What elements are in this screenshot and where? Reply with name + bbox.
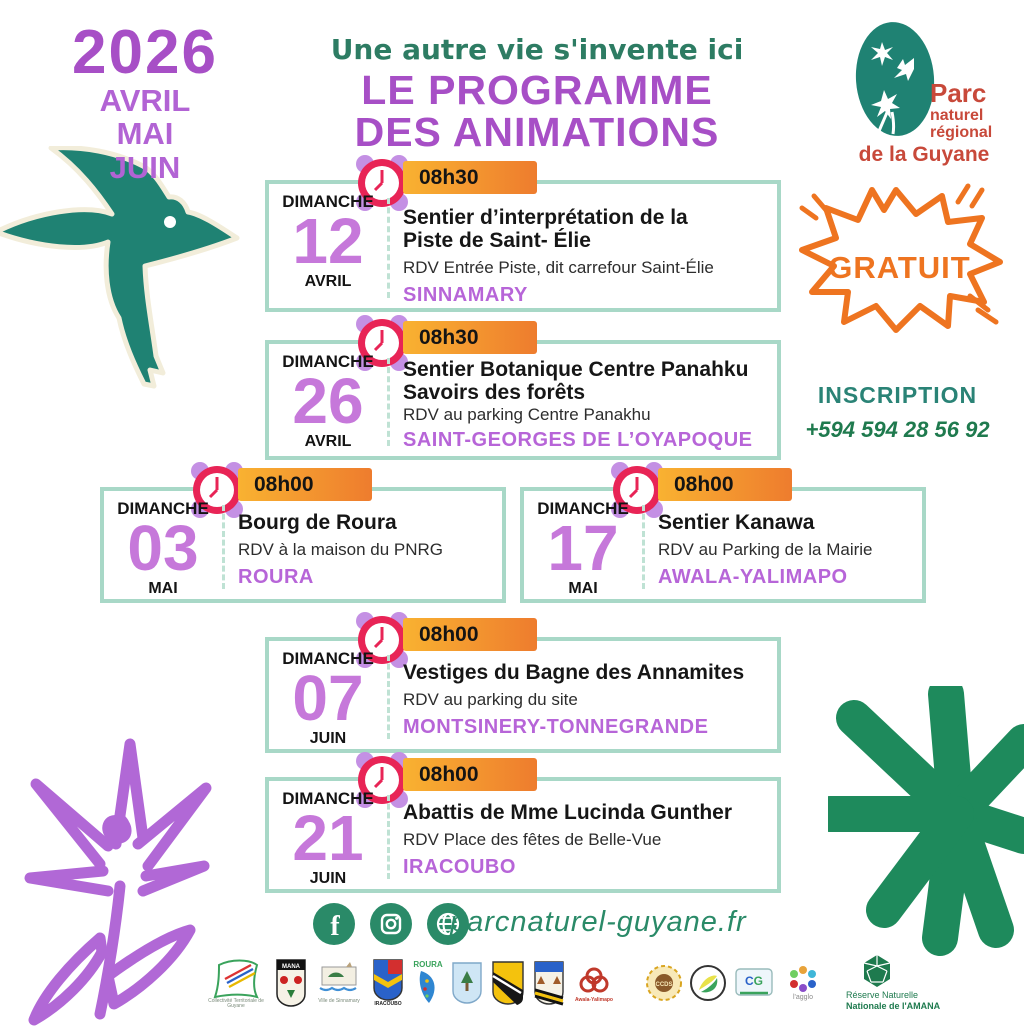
event-day-label: DIMANCHE — [282, 649, 374, 668]
event-time-badge: 08h00 — [403, 758, 537, 791]
event-day-number: 17 — [547, 512, 619, 584]
event-date — [275, 192, 381, 291]
event-date — [275, 649, 381, 748]
event-content — [403, 358, 769, 452]
event-title-line2: Savoirs des forêts — [403, 381, 586, 405]
svg-text:MANA: MANA — [282, 964, 300, 970]
event-month: MAI — [568, 579, 598, 597]
event-month: JUIN — [309, 729, 347, 747]
partner-logo-ctg: Collectivité Territoriale de Guyane — [205, 957, 267, 1010]
event-city: AWALA-YALIMAPO — [658, 566, 848, 589]
event-time-badge: 08h30 — [403, 161, 537, 194]
event-day-number: 26 — [292, 365, 364, 437]
event-card — [265, 623, 781, 753]
event-city: IRACOUBO — [403, 856, 516, 879]
period-block — [55, 18, 235, 185]
event-date — [110, 499, 216, 598]
event-city: SAINT-GEORGES DE L’OYAPOQUE — [403, 429, 753, 452]
event-month: AVRIL — [304, 272, 352, 290]
event-day-label: DIMANCHE — [117, 499, 209, 518]
event-content — [238, 511, 494, 589]
event-content — [403, 801, 769, 879]
website-url[interactable]: parcnaturel-guyane.fr — [450, 906, 747, 938]
partner-logo-iracoubo: IRACOUBO — [369, 958, 407, 1008]
inscription-block — [790, 382, 1005, 443]
event-rdv: RDV Place des fêtes de Belle-Vue — [403, 830, 662, 850]
event-city: ROURA — [238, 566, 314, 589]
event-title-line1: Sentier Kanawa — [658, 511, 815, 534]
card-divider — [642, 505, 645, 589]
svg-text:ROURA: ROURA — [413, 960, 443, 969]
partner-logo-sinnamary: Ville de Sinnamary — [313, 961, 365, 1005]
period-month-juin: JUIN — [109, 149, 181, 185]
facebook-icon[interactable] — [313, 903, 355, 945]
event-title-line1: Bourg de Roura — [238, 511, 397, 534]
event-card — [100, 473, 506, 603]
event-day-number: 03 — [127, 512, 199, 584]
event-city: MONTSINERY-TONNEGRANDE — [403, 716, 709, 739]
park-logo — [840, 14, 1010, 164]
event-content — [403, 661, 769, 739]
event-date — [275, 789, 381, 888]
event-card — [520, 473, 926, 603]
event-time-badge: 08h00 — [238, 468, 372, 501]
svg-text:CCDS: CCDS — [655, 982, 673, 988]
card-divider — [387, 198, 390, 298]
partner-logo-mana — [273, 958, 309, 1008]
event-rdv: RDV au Parking de la Mairie — [658, 540, 873, 560]
event-day-label: DIMANCHE — [537, 499, 629, 518]
svg-text:CG: CG — [744, 974, 764, 988]
event-rdv: RDV Entrée Piste, dit carrefour Saint-Élie — [403, 258, 714, 278]
inscription-phone: +594 594 28 56 92 — [805, 417, 990, 442]
inscription-label: INSCRIPTION — [817, 382, 978, 408]
event-day-number: 07 — [292, 662, 364, 734]
free-badge-burst — [792, 178, 1007, 348]
svg-text:f: f — [330, 911, 340, 942]
instagram-icon[interactable] — [370, 903, 412, 945]
partner-logo-cceg — [732, 965, 776, 1001]
event-day-number: 21 — [292, 802, 364, 874]
card-divider — [387, 655, 390, 739]
partner-logo-agglo: l'agglo — [780, 964, 826, 1002]
event-time-badge: 08h30 — [403, 321, 537, 354]
card-divider — [222, 505, 225, 589]
park-logo-name-2: naturel — [930, 107, 984, 124]
period-month-avril: AVRIL — [99, 83, 191, 118]
event-card — [265, 166, 781, 312]
park-logo-oval-icon — [854, 20, 936, 138]
event-content — [658, 511, 914, 589]
page-title-line2: DES ANIMATIONS — [354, 108, 720, 155]
park-logo-name-4: de la Guyane — [858, 143, 990, 166]
partner-logo-saint-georges — [489, 960, 527, 1006]
free-badge-label: GRATUIT — [828, 250, 971, 285]
event-day-label: DIMANCHE — [282, 192, 374, 211]
park-logo-name-3: régional — [930, 124, 993, 141]
tagline: Une autre vie s'invente ici — [330, 33, 744, 66]
event-day-label: DIMANCHE — [282, 789, 374, 808]
event-title-line2: Piste de Saint- Élie — [403, 229, 591, 253]
hummingbird-eye — [164, 216, 176, 228]
period-month-mai: MAI — [116, 116, 174, 152]
event-title-line1: Vestiges du Bagne des Annamites — [403, 661, 745, 684]
page-title — [292, 67, 782, 155]
partner-logos — [205, 950, 1020, 1016]
event-card — [265, 763, 781, 893]
event-day-number: 12 — [292, 205, 364, 277]
park-logo-name-1: Parc — [930, 78, 987, 108]
event-rdv: RDV au parking Centre Panakhu — [403, 405, 651, 425]
event-rdv: RDV au parking du site — [403, 690, 578, 710]
event-rdv: RDV à la maison du PNRG — [238, 540, 444, 560]
event-month: JUIN — [309, 869, 347, 887]
partner-logo-amana: Réserve Naturelle Nationale de l'AMANA — [846, 954, 996, 1012]
event-date — [275, 352, 381, 451]
event-content — [403, 206, 769, 307]
event-title-line1: Sentier Botanique Centre Panahku — [403, 358, 749, 381]
partner-logo-ccds — [644, 964, 684, 1002]
partner-logo-awala: Awala-Yalimapo — [570, 962, 618, 1004]
event-day-label: DIMANCHE — [282, 352, 374, 371]
event-date — [530, 499, 636, 598]
event-title-line1: Sentier d’interprétation de la — [403, 206, 688, 229]
event-month: AVRIL — [304, 432, 352, 450]
event-card — [265, 326, 781, 460]
page-title-line1: LE PROGRAMME — [361, 67, 713, 113]
partner-logo-roura — [411, 959, 445, 1007]
event-time-badge: 08h00 — [658, 468, 792, 501]
event-title-line1: Abattis de Mme Lucinda Gunther — [403, 801, 733, 824]
event-city: SINNAMARY — [403, 284, 528, 307]
year: 2026 — [72, 18, 218, 87]
social-icons — [313, 903, 469, 947]
partner-logo-montsinery — [449, 961, 485, 1005]
card-divider — [387, 795, 390, 879]
event-month: MAI — [148, 579, 178, 597]
event-time-badge: 08h00 — [403, 618, 537, 651]
green-splat-illustration — [828, 686, 1024, 958]
partner-logo-ccog — [688, 964, 728, 1002]
card-divider — [387, 358, 390, 446]
partner-logo-awala-blason — [531, 960, 567, 1006]
